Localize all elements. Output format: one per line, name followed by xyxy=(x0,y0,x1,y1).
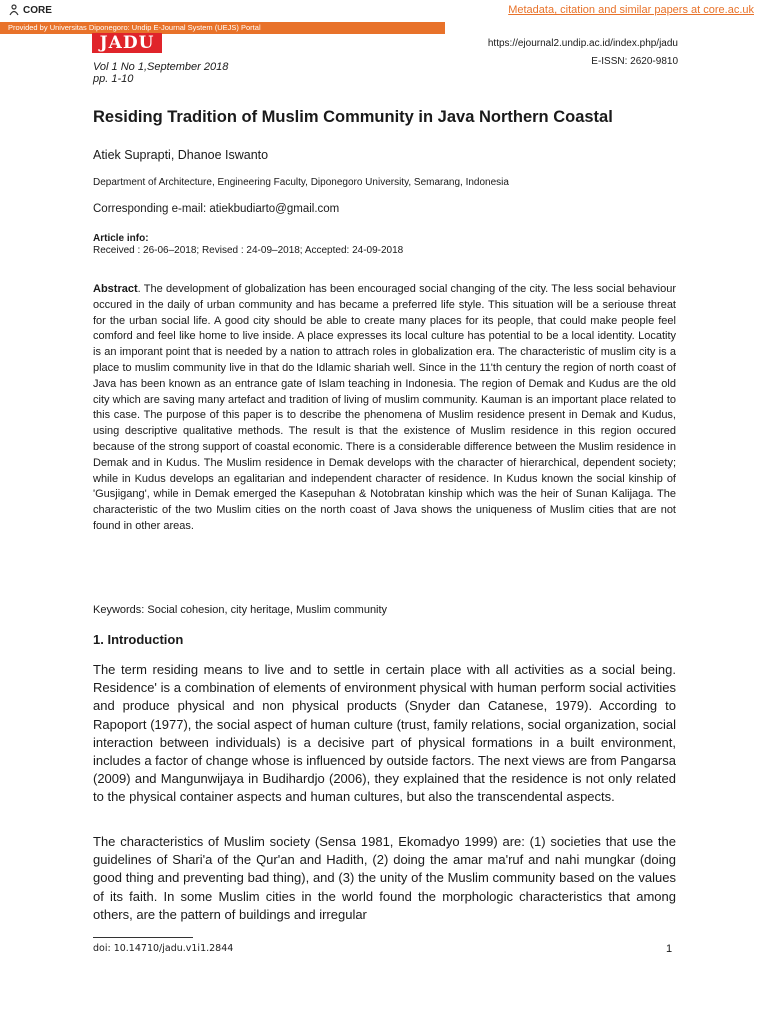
intro-paragraph-1: The term residing means to live and to settle in certain place with all activities as a social being. Residence' is a combination of elements of environment physical with human perform social activities and produce physical and non physical products (Snyder dan Catanese, 1979). According to Rapoport (1977), the social aspect of human culture (trust, family relations, social organization, social interaction between individuals) is a decisive part of physical formations in a built environment, includes a factor of change whose is influenced by outside factors. The next views are from Pangarsa (2009) and Mangunwijaya in Budihardjo (2006), they explained that the residence is not only related to the physical container aspects and human cultures, but also the transcendental aspects. xyxy=(93,662,676,805)
page-number: 1 xyxy=(666,943,673,955)
doi: doi: 10.14710/jadu.v1i1.2844 xyxy=(93,943,234,954)
footnote-divider xyxy=(93,937,193,938)
core-banner xyxy=(0,0,770,22)
section-title-introduction: 1. Introduction xyxy=(93,632,184,647)
journal-volume: Vol 1 No 1,September 2018 xyxy=(93,61,229,73)
core-metadata-link[interactable]: Metadata, citation and similar papers at core.ac.uk xyxy=(508,4,754,16)
paper-title: Residing Tradition of Muslim Community in Java Northern Coastal xyxy=(93,108,613,126)
journal-url[interactable]: https://ejournal2.undip.ac.id/index.php/jadu xyxy=(487,38,678,49)
core-logo[interactable] xyxy=(8,4,52,16)
keywords: Keywords: Social cohesion, city heritage, Muslim community xyxy=(93,604,388,616)
abstract-text: . The development of globalization has been encouraged social changing of the city. The less social behaviour occured in the daily of urban community and has became a preferred life style. This situation will be a seriouse threat for the urban social life. A good city should be able to create many places for its people, that could make people feel comford and feel like home to live inside. A place expresses its local culture has potential to be a local identity. Locatity is an imporant point that is needed by a nation to attrach roles in globalization era. The characteristic of muslim city is a place to muslim community live in that do the Idlamic shariah well. Since in the 11'th century the region of north coast of Java has been known as an entrance gate of Islam teaching in Indonesia. The region of Demak and Kudus are the old city which are saving many artefact and tradition of living of muslim community. Kauman is an important place related to this case. The purpose of this paper is to describe the phenomena of Muslim residence present in Demak and Kudus, using descriptive qualitative methods. The result is that the existence of Muslim residence in this region occured because of the strong support of coastal economic. There is a considerable difference between the Muslim residence in Demak and in Kudus. The Muslim residence in Demak develops with the character of hierarchical, dependent society; while in Kudus develops an egalitarian and independent character of residence. In Kudus known the social kinship of 'Gusjigang', while in Demak emerged the Kasepuhan & Notobratan kinship which was the heir of Sunan Kalijaga. The characteristic of the two Muslim cities on the north coast of Java shows the uniqueness of Muslim cities that are not found in other areas. xyxy=(93,283,676,532)
corresponding-email: Corresponding e-mail: atiekbudiarto@gmail.com xyxy=(93,203,340,215)
journal-pages: pp. 1-10 xyxy=(93,73,134,85)
article-info-label: Article info: xyxy=(93,233,149,244)
intro-paragraph-2: The characteristics of Muslim society (Sensa 1981, Ekomadyo 1999) are: (1) societies that use the guidelines of Shari'a of the Qur'an and Hadith, (2) doing the amar ma'ruf and nahi mungkar (doing good thing and preventing bad thing), and (3) the unity of the Muslim community based on the values of its faith. In some Muslim cities in the world found the morphologic characteristics that among others, are the pattern of buildings and irregular xyxy=(93,834,676,922)
provided-by-text[interactable]: Provided by Universitas Diponegoro: Undip E-Journal System (UEJS) Portal xyxy=(8,23,261,32)
paper-authors: Atiek Suprapti, Dhanoe Iswanto xyxy=(93,148,269,162)
abstract-label: Abstract xyxy=(93,283,138,295)
core-icon xyxy=(8,4,20,16)
journal-logo: JADU xyxy=(92,33,162,53)
journal-issn: E-ISSN: 2620-9810 xyxy=(591,56,678,67)
paper-affiliation: Department of Architecture, Engineering Faculty, Diponegoro University, Semarang, Indonesia xyxy=(93,177,509,188)
abstract xyxy=(93,282,676,535)
article-info-dates: Received : 26-06–2018; Revised : 24-09–2018; Accepted: 24-09-2018 xyxy=(93,245,404,256)
core-logo-text: CORE xyxy=(23,4,52,16)
